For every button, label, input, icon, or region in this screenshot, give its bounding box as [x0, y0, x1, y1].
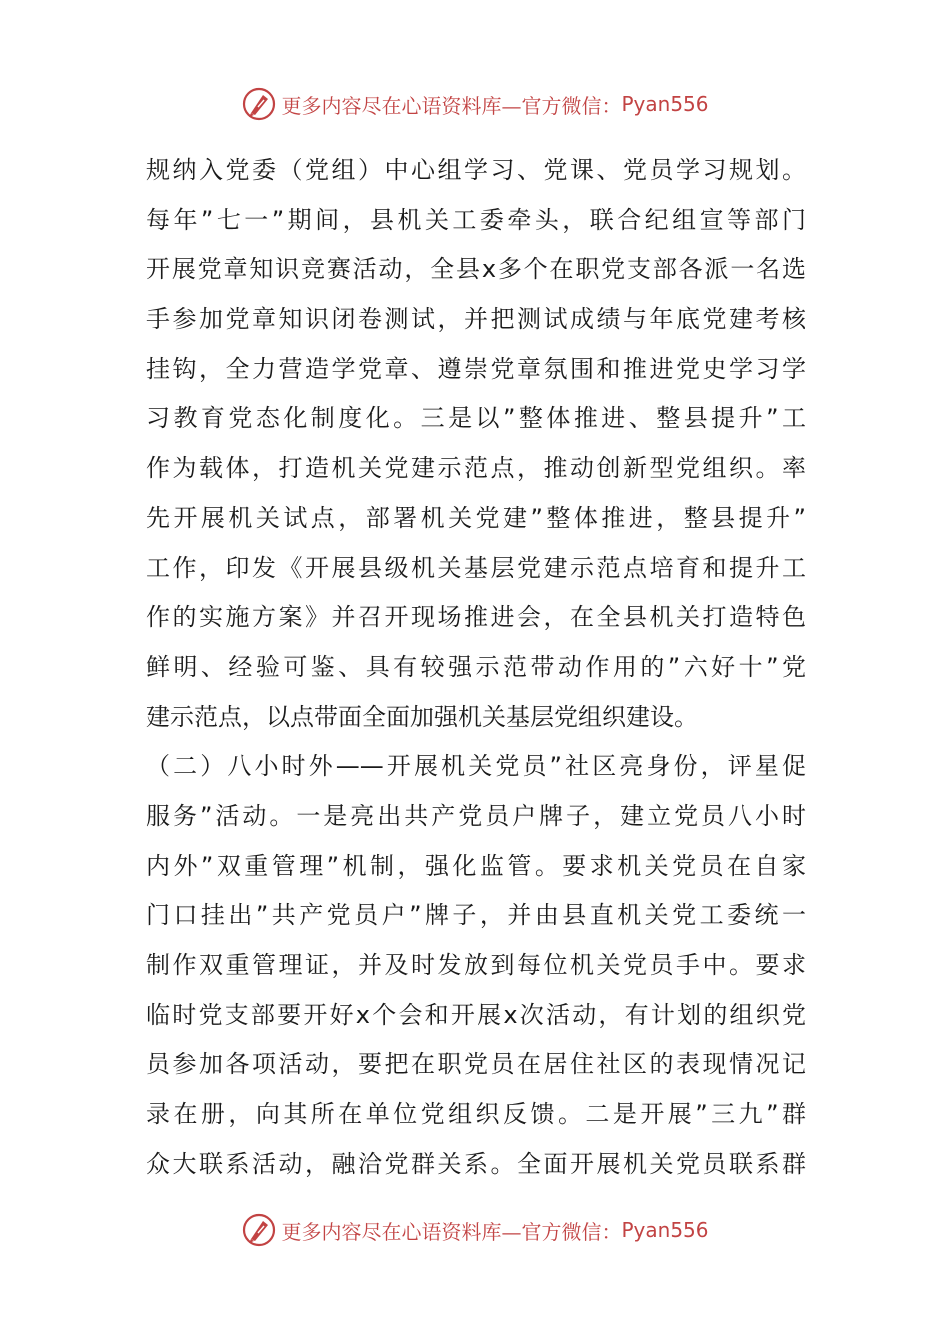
body-line: 鲜明、经验可鉴、具有较强示范带动作用的”六好十”党	[146, 652, 806, 681]
banner-wechat-id: Pyan556	[621, 92, 709, 116]
body-line: 作为载体，打造机关党建示范点，推动创新型党组织。率	[146, 454, 806, 483]
body-line: 手参加党章知识闭卷测试，并把测试成绩与年底党建考核	[146, 305, 806, 334]
body-line: 先开展机关试点，部署机关党建”整体推进，整县提升”	[146, 503, 806, 532]
body-line: 每年”七一”期间，县机关工委牵头，联合纪组宣等部门	[146, 205, 806, 234]
body-line: 挂钩，全力营造学党章、遵崇党章氛围和推进党史学习学	[146, 354, 806, 383]
footer-banner	[0, 1210, 950, 1250]
body-line: （二）八小时外——开展机关党员”社区亮身份，评星促	[146, 752, 806, 781]
body-line: 临时党支部要开好x个会和开展x次活动，有计划的组织党	[146, 1000, 806, 1029]
body-line: 习教育党态化制度化。三是以”整体推进、整县提升”工	[146, 404, 806, 433]
body-line: 众大联系活动，融洽党群关系。全面开展机关党员联系群	[146, 1149, 806, 1178]
body-line: 服务”活动。一是亮出共产党员户牌子，建立党员八小时	[146, 801, 806, 830]
pen-nib-icon	[241, 1212, 277, 1248]
body-line: 门口挂出”共产党员户”牌子，并由县直机关党工委统一	[146, 901, 806, 930]
header-banner	[0, 84, 950, 124]
body-line: 作的实施方案》并召开现场推进会，在全县机关打造特色	[146, 603, 806, 632]
body-line: 建示范点，以点带面全面加强机关基层党组织建设。	[146, 702, 698, 731]
banner-text: 更多内容尽在心语资料库—官方微信：	[281, 1219, 622, 1244]
document-body	[146, 146, 806, 1189]
body-line: 工作，印发《开展县级机关基层党建示范点培育和提升工	[146, 553, 806, 582]
banner-wechat-id: Pyan556	[621, 1218, 709, 1242]
pen-nib-icon	[241, 86, 277, 122]
banner-text: 更多内容尽在心语资料库—官方微信：	[281, 93, 622, 118]
body-line: 员参加各项活动，要把在职党员在居住社区的表现情况记	[146, 1050, 806, 1079]
body-line: 录在册，向其所在单位党组织反馈。二是开展”三九”群	[146, 1100, 806, 1129]
body-line: 制作双重管理证，并及时发放到每位机关党员手中。要求	[146, 951, 806, 979]
body-line: 内外”双重管理”机制，强化监管。要求机关党员在自家	[146, 851, 806, 880]
body-line: 开展党章知识竞赛活动，全县x多个在职党支部各派一名选	[146, 255, 806, 284]
body-line: 规纳入党委（党组）中心组学习、党课、党员学习规划。	[146, 156, 806, 184]
